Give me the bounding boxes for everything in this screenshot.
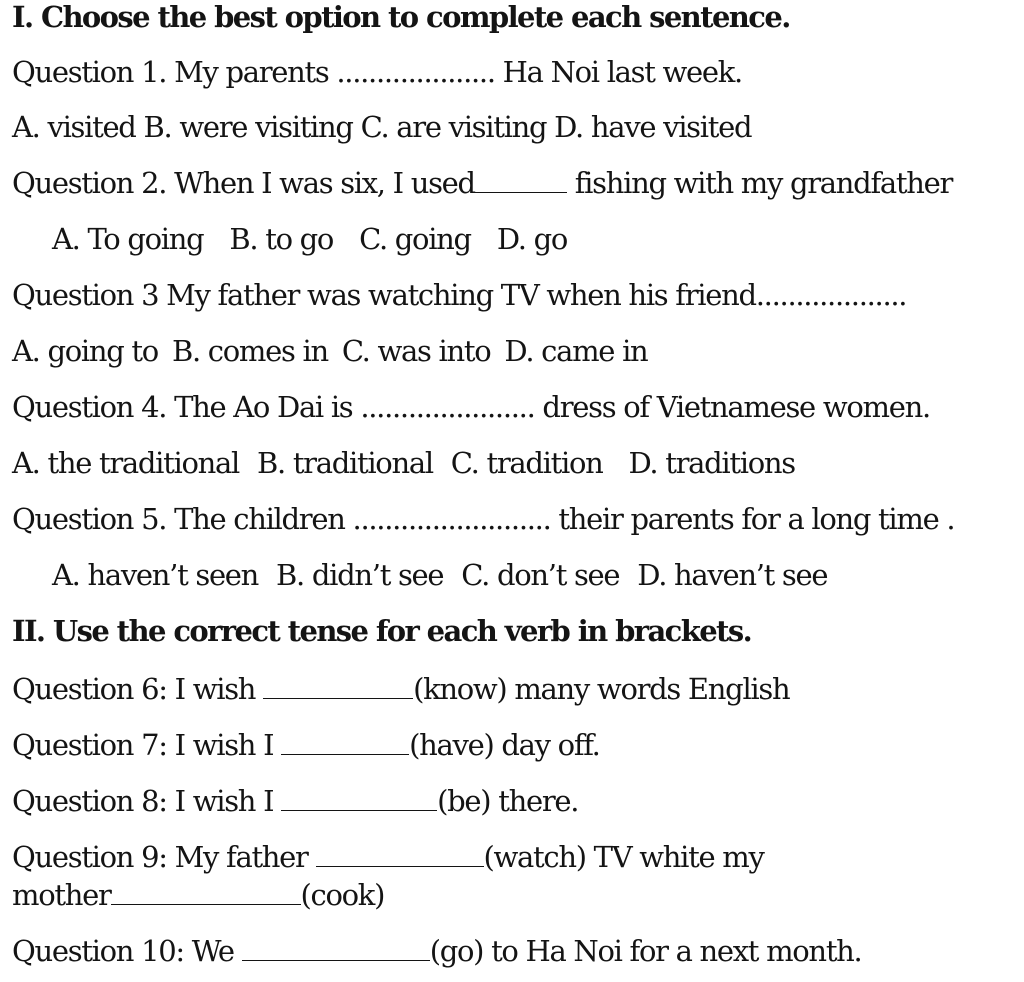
- q5-option-a: A. haven’t seen: [52, 558, 259, 592]
- question-3: [12, 278, 906, 312]
- question-3-blank: ...................: [755, 278, 907, 312]
- question-3-options: [12, 334, 647, 368]
- question-2-text-end: fishing with my grandfather: [566, 166, 953, 200]
- question-4-blank: ......................: [360, 390, 535, 424]
- question-10: [12, 934, 861, 968]
- question-8-blank: [281, 790, 437, 811]
- q4-option-d: D. traditions: [628, 446, 795, 480]
- question-5-text-end: their parents for a long time .: [550, 502, 955, 536]
- question-9-blank-2: [111, 884, 301, 905]
- question-6: [12, 672, 789, 706]
- q3-option-a: A. going to: [12, 334, 158, 368]
- question-1: [12, 55, 742, 89]
- question-9: [12, 840, 764, 874]
- q3-option-b: B. comes in: [171, 334, 328, 368]
- question-1-options: [12, 110, 751, 144]
- question-2-blank: [475, 172, 567, 193]
- question-7-text: Question 7: I wish I: [12, 728, 282, 762]
- question-8-text-end: (be) there.: [437, 784, 579, 818]
- q1-option-d: D. have visited: [554, 110, 752, 144]
- q2-option-c: C. going: [359, 222, 471, 256]
- question-6-text-end: (know) many words English: [413, 672, 790, 706]
- question-2-options: [52, 222, 567, 256]
- question-6-blank: [263, 678, 413, 699]
- question-4-text: Question 4. The Ao Dai is: [12, 390, 361, 424]
- q3-option-d: D. came in: [504, 334, 648, 368]
- question-10-text-end: (go) to Ha Noi for a next month.: [429, 934, 862, 968]
- q1-option-b: B. were visiting: [143, 110, 353, 144]
- question-8: [12, 784, 578, 818]
- question-1-blank: ....................: [336, 55, 495, 89]
- question-4: [12, 390, 930, 424]
- q4-option-b: B. traditional: [256, 446, 433, 480]
- question-9-line2-text: mother: [12, 878, 111, 912]
- question-1-text: Question 1. My parents: [12, 55, 337, 89]
- question-4-options: [12, 446, 795, 480]
- question-5-text: Question 5. The children: [12, 502, 353, 536]
- question-7-blank: [281, 734, 409, 755]
- question-9-text: Question 9: My father: [12, 840, 316, 874]
- q4-option-a: A. the traditional: [12, 446, 239, 480]
- question-1-text-end: Ha Noi last week.: [494, 55, 742, 89]
- q2-option-a: A. To going: [52, 222, 204, 256]
- q3-option-c: C. was into: [341, 334, 491, 368]
- question-9-text-mid: (watch) TV white my: [483, 840, 764, 874]
- question-5-options: [52, 558, 827, 592]
- q5-option-c: C. don’t see: [461, 558, 620, 592]
- question-7-text-end: (have) day off.: [409, 728, 600, 762]
- question-2: [12, 166, 952, 200]
- question-4-text-end: dress of Vietnamese women.: [534, 390, 930, 424]
- q4-option-c: C. tradition: [450, 446, 603, 480]
- section-1-heading: I. Choose the best option to complete each sentence.: [12, 0, 790, 34]
- question-7: [12, 728, 600, 762]
- question-5: [12, 502, 954, 536]
- question-3-text: Question 3 My father was watching TV when his friend: [12, 278, 756, 312]
- q1-option-a: A. visited: [12, 110, 136, 144]
- question-9-line2-end: (cook): [300, 878, 385, 912]
- q1-option-c: C. are visiting: [360, 110, 547, 144]
- question-5-blank: .........................: [352, 502, 551, 536]
- q2-option-d: D. go: [496, 222, 568, 256]
- question-9-continued: [12, 878, 384, 912]
- q5-option-d: D. haven’t see: [637, 558, 828, 592]
- section-2-heading: II. Use the correct tense for each verb in brackets.: [12, 614, 752, 648]
- question-6-text: Question 6: I wish: [12, 672, 264, 706]
- question-2-text: Question 2. When I was six, I used: [12, 166, 475, 200]
- q5-option-b: B. didn’t see: [276, 558, 444, 592]
- question-8-text: Question 8: I wish I: [12, 784, 282, 818]
- question-9-blank-1: [316, 846, 484, 867]
- question-10-blank: [242, 940, 430, 961]
- q2-option-b: B. to go: [229, 222, 334, 256]
- question-10-text: Question 10: We: [12, 934, 242, 968]
